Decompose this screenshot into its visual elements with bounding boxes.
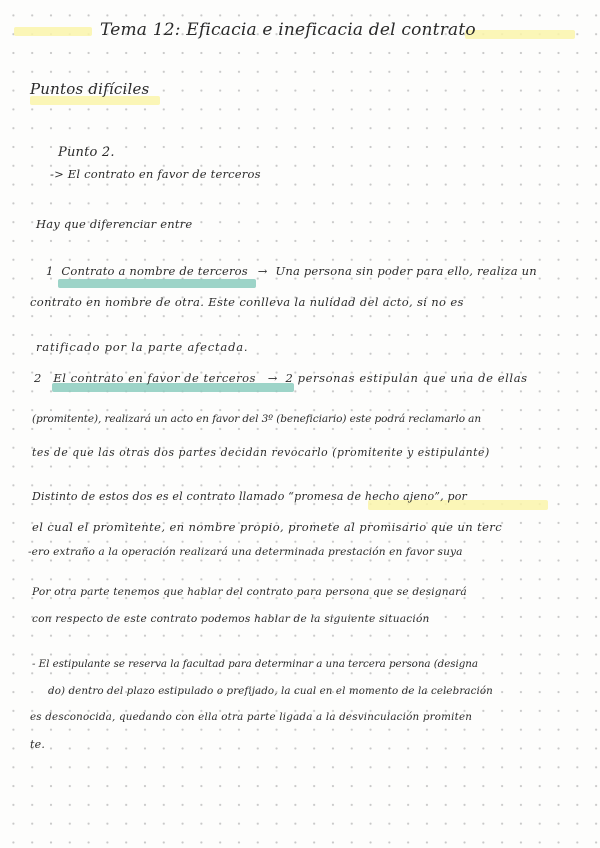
intro-text: Hay que diferenciar entre <box>36 217 193 231</box>
item1-line3: ratificado por la parte afectada. <box>36 340 249 354</box>
para3-line1-post: ”, por <box>434 490 468 503</box>
point-label: Punto 2. <box>58 145 115 160</box>
item1-line1-rest: Una persona sin poder para ello, realiza un <box>275 264 537 278</box>
para4-line1: Por otra parte tenemos que hablar del contrato para persona que se designará <box>32 586 467 598</box>
title-highlight-right <box>465 30 575 39</box>
para5-line2: do) dentro del plazo estipulado o prefijado, la cual en el momento de la celebración <box>48 685 493 697</box>
arrow-icon: → <box>257 264 268 278</box>
para3-line3: -ero extraño a la operación realizará una determinada prestación en favor suya <box>28 546 463 558</box>
item2-term: El contrato en favor de terceros <box>53 371 256 385</box>
para3-line1 <box>32 490 467 503</box>
arrow-icon: → <box>267 371 278 385</box>
item1-term-highlight <box>58 279 256 288</box>
item2-number: 2 <box>34 371 42 385</box>
title-highlight-left <box>14 27 92 36</box>
para5-line1: - El estipulante se reserva la facultad para determinar a una tercera persona (designa <box>32 658 478 670</box>
para3-line2: el cual el promitente, en nombre propio, promete al promisario que un terc <box>32 520 503 534</box>
section-heading: Puntos difíciles <box>30 80 150 98</box>
para5-line4: te. <box>30 738 46 751</box>
page-title: Tema 12: Eficacia e ineficacia del contrato <box>100 20 476 40</box>
para3-term: promesa de hecho ajeno <box>294 490 435 503</box>
item1-line2: contrato en nombre de otra. Este conlleva la nulidad del acto, si no es <box>30 295 464 309</box>
point-subtitle: -> El contrato en favor de terceros <box>50 167 261 181</box>
item2-line3: tes de que las otras dos partes decidan revocarlo (promitente y estipulante) <box>32 446 490 459</box>
item1-number: 1 <box>46 264 54 278</box>
para5-line3: es desconocida, quedando con ella otra parte ligada a la desvinculación promiten <box>30 711 473 723</box>
item2-line1-rest: 2 personas estipulan que una de ellas <box>285 371 528 385</box>
item1-line1 <box>46 264 537 278</box>
item2-line2: (promitente), realizará un acto en favor del 3º (beneficiario) este podrá reclamarlo an <box>32 413 481 425</box>
para4-line2: con respecto de este contrato podemos hablar de la siguiente situación <box>32 613 430 625</box>
item2-line1 <box>34 371 528 385</box>
para3-line1-pre: Distinto de estos dos es el contrato llamado “ <box>32 490 295 503</box>
item1-term: Contrato a nombre de terceros <box>61 264 248 278</box>
